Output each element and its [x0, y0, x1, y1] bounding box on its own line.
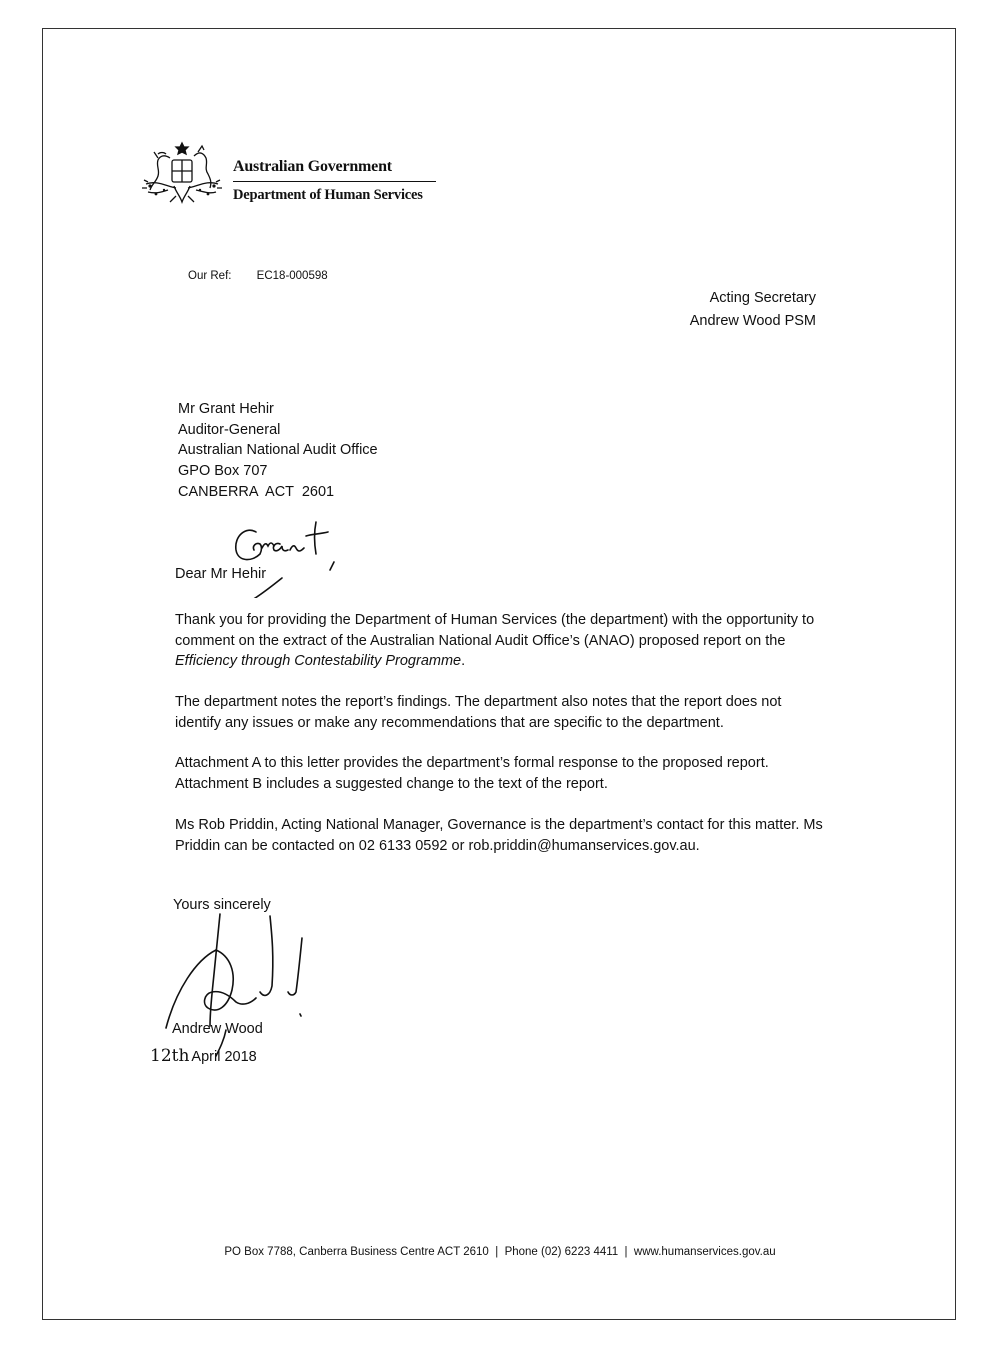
address-line: CANBERRA ACT 2601 [178, 483, 335, 500]
handwritten-day: 12th [150, 1046, 190, 1066]
body-paragraph-3: Attachment A to this letter provides the department’s formal response to the proposed report. Attachment B includes a suggested change to the text of the report. [175, 755, 769, 792]
signature-icon [150, 910, 330, 1060]
salutation-struck-name: Hehir [231, 566, 267, 582]
letterhead-divider [233, 181, 436, 182]
closing: Yours sincerely [173, 897, 271, 913]
address-line: Auditor-General [178, 421, 281, 438]
footer-contact: PO Box 7788, Canberra Business Centre ACT 2610 | Phone (02) 6223 4411 | www.humanservices.gov.au [224, 1246, 776, 1258]
page-border [42, 28, 956, 1320]
recipient-address [178, 399, 378, 503]
address-line: GPO Box 707 [178, 463, 268, 480]
sender-block [690, 287, 816, 333]
signatory-name: Andrew Wood [172, 1021, 263, 1037]
address-line: Mr Grant Hehir [178, 401, 274, 417]
handwritten-first-name [220, 518, 350, 598]
body-paragraph-1: Thank you for providing the Department of Human Services (the department) with the opportunity to comment on the extract of the Australian National Audit Office’s (ANAO) proposed report on the Efficiency through Contestability Programme. [175, 612, 815, 670]
sender-title: Acting Secretary [709, 290, 816, 306]
address-line: Australian National Audit Office [178, 442, 378, 459]
body-paragraph-2: The department notes the report’s findings. The department also notes that the report does not identify any issues or make any recommendations that are specific to the department. [175, 694, 782, 731]
date-printed: April 2018 [191, 1049, 257, 1065]
salutation [175, 566, 266, 582]
salutation-prefix: Dear Mr [175, 566, 232, 582]
reference-value: EC18-000598 [256, 270, 328, 282]
sender-name: Andrew Wood PSM [689, 313, 816, 329]
letterhead-government: Australian Government [233, 158, 392, 175]
coat-of-arms-icon [136, 140, 228, 208]
programme-name: Efficiency through Contestability Programme [175, 653, 462, 670]
reference-label: Our Ref: [188, 270, 232, 282]
reference-line [188, 270, 328, 282]
body-paragraph-4: Ms Rob Priddin, Acting National Manager, Governance is the department’s contact for this matter. Ms Priddin can be contacted on 02 6133 0592 or rob.priddin@humanservices.gov.au. [175, 817, 823, 854]
letterhead-department: Department of Human Services [233, 187, 423, 203]
letter-date [150, 1046, 257, 1066]
